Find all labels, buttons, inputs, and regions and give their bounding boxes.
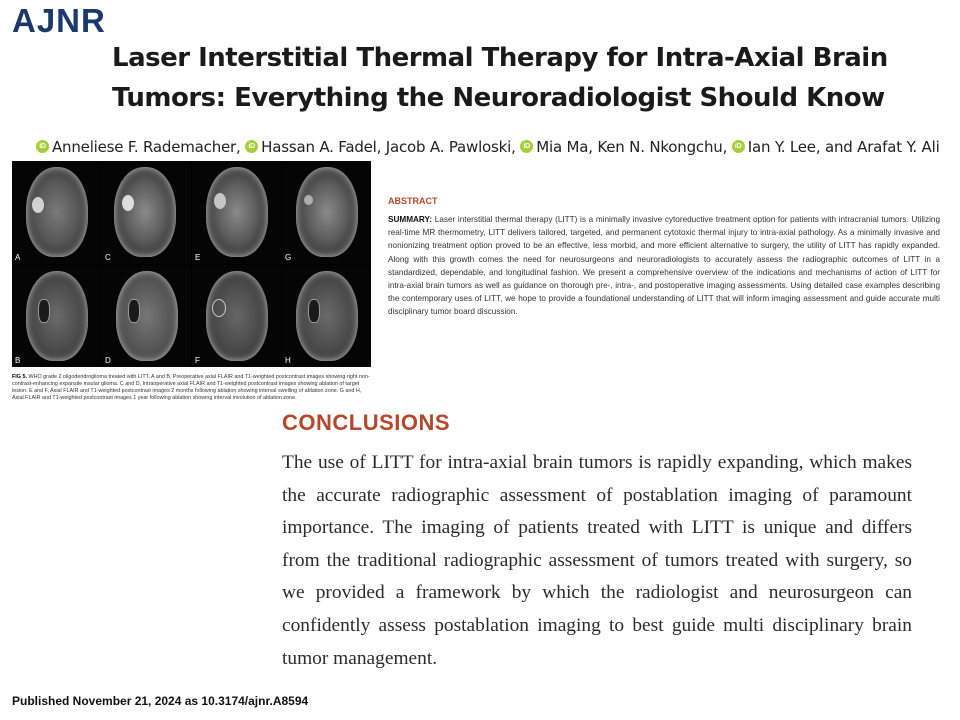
- abstract-heading: ABSTRACT: [388, 196, 438, 206]
- author-4: iD Mia Ma, Ken N. Nkongchu,: [520, 138, 727, 156]
- orcid-icon[interactable]: iD: [520, 140, 533, 153]
- author-2: iD Hassan A. Fadel,: [245, 138, 381, 156]
- mri-panel-c: C: [102, 161, 191, 264]
- figure-caption: FIG 5. WHO grade 2 oligodendroglioma treated with LITT. A and B, Preoperative axial FLAIR and T1-weighted postcontrast images showing right non-contrast-enhancing expansile insular glioma. C and D, Intraoperative axial FLAIR and T1-weighted postcontrast images showing ablation of target lesion. E and F, Axial FLAIR and T1-weighted postcontrast images 2 months following ablation showing interval swelling of ablation zone. G and H, Axial FLAIR and T1-weighted postcontrast images 1 year following ablation showing interval involution of ablation zone.: [12, 374, 370, 401]
- abstract-summary: SUMMARY: Laser interstitial thermal therapy (LITT) is a minimally invasive cytoreductive treatment option for patients with intracranial tumors. Utilizing real-time MR thermometry, LITT delivers tailored, targeted, and permanent cytotoxic thermal injury to intra-axial pathology. As a minimally invasive and nonionizing treatment option proved to be an effective, less morbid, and more efficient alternative to surgery, the utility of LITT has rapidly expanded. Along with this growth comes the need for neurosurgeons and neuroradiologists to accurately assess the radiographic outcomes of LITT in a standardized, dependable, and longitudinal fashion. We present a comprehensive overview of the indications and mechanisms of action of LITT for intra-axial brain tumors as well as guidance on thorough pre-, intra-, and postoperative imaging assessments. Using detailed case examples describing the contemporary uses of LITT, we hope to provide a foundational understanding of LITT that will inform imaging assessment and guide accurate multi disciplinary tumor board discussion.: [388, 215, 941, 317]
- orcid-icon[interactable]: iD: [732, 140, 745, 153]
- mri-panel-f: F: [192, 265, 281, 368]
- article-title: Laser Interstitial Thermal Therapy for Intra-Axial Brain Tumors: Everything the Neuroradiologist Should Know: [112, 43, 888, 113]
- mri-panel-a: A: [12, 161, 101, 264]
- orcid-icon[interactable]: iD: [245, 140, 258, 153]
- orcid-icon[interactable]: iD: [36, 140, 49, 153]
- mri-figure: [12, 161, 371, 367]
- journal-logo: AJNR: [12, 2, 106, 39]
- author-1: iD Anneliese F. Rademacher,: [36, 138, 241, 156]
- mri-panel-e: E: [192, 161, 281, 264]
- author-3: Jacob A. Pawloski,: [385, 138, 516, 156]
- author-list: [36, 138, 940, 156]
- conclusions-heading: CONCLUSIONS: [282, 410, 451, 435]
- mri-panel-b: B: [12, 265, 101, 368]
- mri-panel-h: H: [282, 265, 371, 368]
- mri-panel-d: D: [102, 265, 191, 368]
- publication-note: Published November 21, 2024 as 10.3174/ajnr.A8594: [12, 694, 309, 708]
- author-5: iD Ian Y. Lee, and Arafat Y. Ali: [732, 138, 940, 156]
- conclusions-text: The use of LITT for intra-axial brain tumors is rapidly expanding, which makes the accurate radiographic assessment of postablation imaging of paramount importance. The imaging of patients treated with LITT is unique and differs from the traditional radiographic assessment of tumors treated with surgery, so we provided a framework by which the radiologist and neurosurgeon can confidently assess postablation imaging to best guide multi disciplinary brain tumor management.: [282, 452, 912, 669]
- mri-panel-g: G: [282, 161, 371, 264]
